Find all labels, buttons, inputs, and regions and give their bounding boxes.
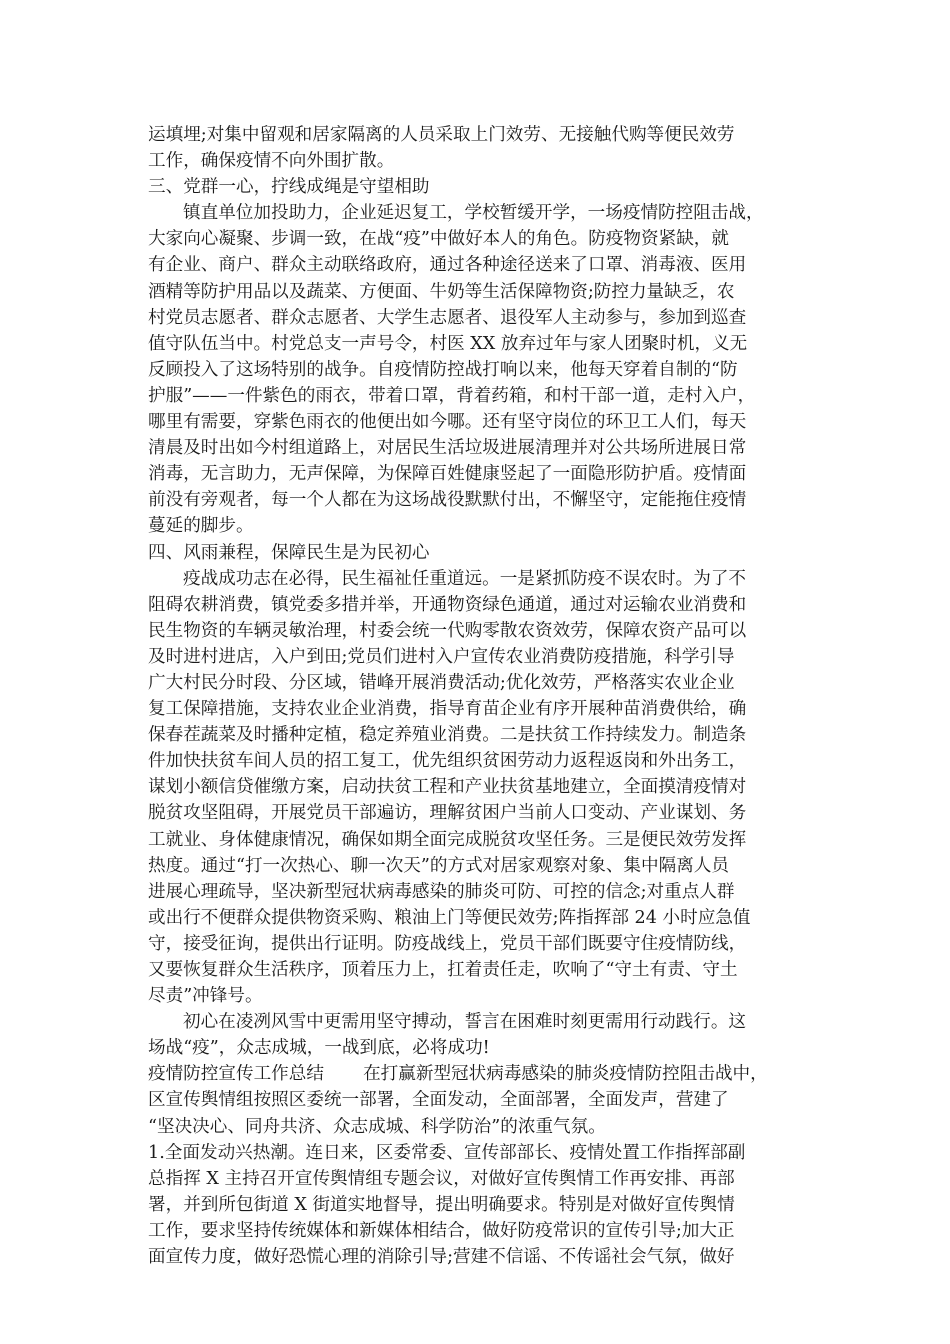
text-line: 村党员志愿者、群众志愿者、大学生志愿者、退役军人主动参与，参加到巡查 bbox=[148, 307, 747, 328]
text-line: 件加快扶贫车间人员的招工复工，优先组织贫困劳动力返程返岗和外出务工， bbox=[148, 751, 747, 772]
text-line: 民生物资的车辆灵敏治理，村委会统一代购零散农资效劳，保障农资产品可以 bbox=[148, 620, 747, 641]
text-line: 四、风雨兼程，保障民生是为民初心 bbox=[148, 542, 430, 563]
text-line: 及时进村进店，入户到田;党员们进村入户宣传农业消费防疫措施，科学引导 bbox=[148, 646, 735, 667]
text-line: 消毒，无言助力，无声保障，为保障百姓健康竖起了一面隐形防护盾。疫情面 bbox=[148, 464, 747, 485]
text-line: 疫战成功志在必得，民生福祉任重道远。一是紧抓防疫不误农时。为了不 bbox=[183, 568, 747, 589]
text-line: 阻碍农耕消费，镇党委多措并举，开通物资绿色通道，通过对运输农业消费和 bbox=[148, 594, 747, 615]
text-line: 面宣传力度，做好恐慌心理的消除引导;营建不信谣、不传谣社会气氛，做好 bbox=[148, 1247, 735, 1268]
text-line: 1.全面发动兴热潮。连日来，区委常委、宣传部部长、疫情处置工作指挥部副 bbox=[148, 1142, 746, 1163]
text-line: 运填埋;对集中留观和居家隔离的人员采取上门效劳、无接触代购等便民效劳 bbox=[148, 125, 735, 145]
text-line: 初心在凌冽风雪中更需用坚守搏动，誓言在困难时刻更需用行动践行。这 bbox=[183, 1012, 747, 1033]
text-line: 守，接受征询，提供出行证明。防疫战线上，党员干部们既要守住疫情防线， bbox=[148, 933, 747, 954]
text-line: 场战“疫”，众志成城，一战到底，必将成功! bbox=[148, 1038, 490, 1059]
text-line: 又要恢复群众生活秩序，顶着压力上，扛着责任走，吹响了“守土有责、守土 bbox=[148, 960, 738, 980]
text-line: 尽责”冲锋号。 bbox=[148, 986, 263, 1007]
text-line: 护服”——一件紫色的雨衣，带着口罩，背着药箱，和村干部一道，走村入户， bbox=[148, 385, 756, 406]
text-line: 保春茬蔬菜及时播种定植，稳定养殖业消费。二是扶贫工作持续发力。制造条 bbox=[148, 725, 747, 746]
text-line: 脱贫攻坚阻碍，开展党员干部遍访，理解贫困户当前人口变动、产业谋划、务 bbox=[148, 803, 747, 824]
text-line: 哪里有需要，穿紫色雨衣的他便出如今哪。还有坚守岗位的环卫工人们，每天 bbox=[148, 412, 747, 433]
text-line: 三、党群一心，拧线成绳是守望相助 bbox=[148, 177, 430, 198]
text-line: 工作，要求坚持传统媒体和新媒体相结合，做好防疫常识的宣传引导;加大正 bbox=[148, 1220, 735, 1241]
text-line: 值守队伍当中。村党总支一声号令，村医 XX 放弃过年与家人团聚时机，义无 bbox=[148, 333, 748, 354]
text-line: “坚决决心、同舟共济、众志成城、科学防治”的浓重气氛。 bbox=[148, 1116, 606, 1137]
text-line: 谋划小额信贷催缴方案，启动扶贫工程和产业扶贫基地建立，全面摸清疫情对 bbox=[148, 777, 747, 798]
text-line: 工作，确保疫情不向外围扩散。 bbox=[148, 151, 395, 172]
text-line: 或出行不便群众提供物资采购、粮油上门等便民效劳;阵指挥部 24 小时应急值 bbox=[148, 907, 751, 928]
text-line: 热度。通过“打一次热心、聊一次天”的方式对居家观察对象、集中隔离人员 bbox=[148, 855, 729, 876]
text-line: 前没有旁观者，每一个人都在为这场战役默默付出，不懈坚守，定能拖住疫情 bbox=[148, 490, 747, 511]
text-line: 镇直单位加投助力，企业延迟复工，学校暂缓开学，一场疫情防控阻击战， bbox=[183, 203, 764, 224]
text-line: 酒精等防护用品以及蔬菜、方便面、牛奶等生活保障物资;防控力量缺乏，农 bbox=[148, 281, 735, 302]
text-line: 反顾投入了这场特别的战争。自疫情防控战打响以来，他每天穿着自制的“防 bbox=[148, 359, 738, 380]
text-line: 总指挥 X 主持召开宣传舆情组专题会议，对做好宣传舆情工作再安排、再部 bbox=[148, 1168, 735, 1189]
text-line: 工就业、身体健康情况，确保如期全面完成脱贫攻坚任务。三是便民效劳发挥 bbox=[148, 829, 747, 850]
text-line: 大家向心凝聚、步调一致，在战“疫”中做好本人的角色。防疫物资紧缺，就 bbox=[148, 229, 729, 250]
document-body bbox=[148, 122, 808, 1270]
text-line: 署，并到所包街道 X 街道实地督导，提出明确要求。特别是对做好宣传舆情 bbox=[148, 1194, 735, 1215]
text-line: 进展心理疏导，坚决新型冠状病毒感染的肺炎可防、可控的信念;对重点人群 bbox=[148, 881, 735, 902]
text-line: 蔓延的脚步。 bbox=[148, 516, 254, 537]
text-line: 广大村民分时段、分区域，错峰开展消费活动;优化效劳，严格落实农业企业 bbox=[148, 672, 735, 693]
text-line: 有企业、商户、群众主动联络政府，通过各种途径送来了口罩、消毒液、医用 bbox=[148, 255, 747, 276]
text-line: 清晨及时出如今村组道路上，对居民生活垃圾进展清理并对公共场所进展日常 bbox=[148, 438, 747, 459]
text-line: 疫情防控宣传工作总结 在打赢新型冠状病毒感染的肺炎疫情防控阻击战中， bbox=[148, 1064, 768, 1085]
text-line: 复工保障措施，支持农业企业消费，指导育苗企业有序开展种苗消费供给，确 bbox=[148, 699, 747, 720]
text-line: 区宣传舆情组按照区委统一部署，全面发动，全面部署，全面发声，营建了 bbox=[148, 1090, 729, 1111]
